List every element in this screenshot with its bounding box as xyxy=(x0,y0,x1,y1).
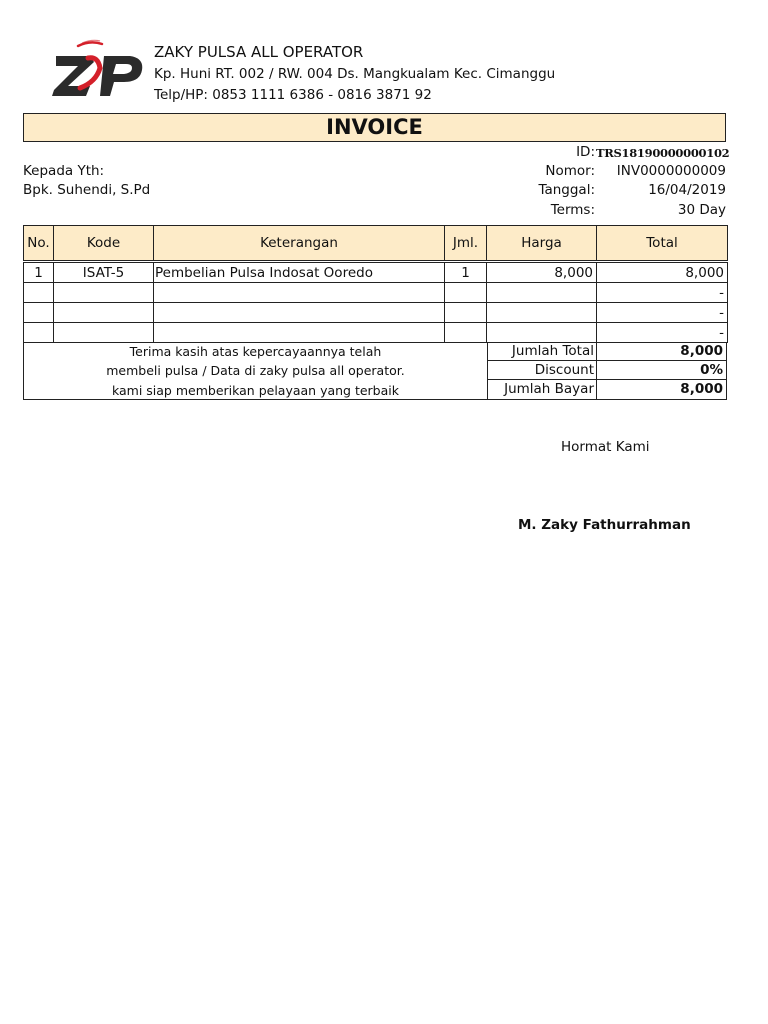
header-kode: Kode xyxy=(54,226,154,262)
thank-you-line: Terima kasih atas kepercayaannya telah xyxy=(129,344,382,359)
closing-text: Hormat Kami xyxy=(561,439,650,455)
cell-kode: ISAT-5 xyxy=(54,262,154,283)
discount-row xyxy=(487,361,727,380)
discount-label: Discount xyxy=(487,361,597,379)
payment-value: 8,000 xyxy=(680,381,723,397)
cell-kode xyxy=(54,303,154,323)
cell-keterangan xyxy=(154,303,445,323)
header-jml: Jml. xyxy=(445,226,487,262)
table-row xyxy=(24,323,728,343)
header-keterangan: Keterangan xyxy=(154,226,445,262)
cell-harga xyxy=(487,323,597,343)
header-harga: Harga xyxy=(487,226,597,262)
terms-label: Terms: xyxy=(550,202,595,218)
signatory-name: M. Zaky Fathurrahman xyxy=(518,517,691,533)
total-label: Jumlah Total xyxy=(487,342,597,360)
cell-jml xyxy=(445,283,487,303)
cell-total: - xyxy=(597,323,728,343)
cell-no xyxy=(24,303,54,323)
payment-label: Jumlah Bayar xyxy=(487,380,597,399)
thank-you-note xyxy=(24,342,487,400)
cell-kode xyxy=(54,323,154,343)
table-row xyxy=(24,262,728,283)
terms-value: 30 Day xyxy=(677,202,726,218)
company-phone: Telp/HP: 0853 1111 6386 - 0816 3871 92 xyxy=(154,87,432,103)
totals-grid xyxy=(487,342,727,399)
id-value: TRS18190000000102 xyxy=(596,146,730,160)
tanggal-label: Tanggal: xyxy=(538,182,595,198)
company-logo xyxy=(50,38,146,102)
nomor-label: Nomor: xyxy=(545,163,595,179)
payment-row xyxy=(487,380,727,399)
cell-harga: 8,000 xyxy=(487,262,597,283)
total-row xyxy=(487,342,727,361)
table-row xyxy=(24,283,728,303)
cell-total: - xyxy=(597,303,728,323)
cell-no xyxy=(24,283,54,303)
cell-keterangan xyxy=(154,323,445,343)
cell-no: 1 xyxy=(24,262,54,283)
total-value: 8,000 xyxy=(680,343,723,359)
discount-value: 0% xyxy=(700,362,723,378)
tanggal-value: 16/04/2019 xyxy=(648,182,726,198)
nomor-value: INV0000000009 xyxy=(616,163,726,179)
summary-block xyxy=(23,342,727,400)
invoice-title: INVOICE xyxy=(23,113,726,142)
cell-harga xyxy=(487,283,597,303)
cell-no xyxy=(24,323,54,343)
table-header-row xyxy=(24,226,728,262)
cell-jml xyxy=(445,303,487,323)
cell-jml xyxy=(445,323,487,343)
thank-you-line: kami siap memberikan pelayaan yang terbaik xyxy=(111,382,399,398)
header-no: No. xyxy=(24,226,54,262)
id-label: ID: xyxy=(576,144,595,160)
cell-keterangan: Pembelian Pulsa Indosat Ooredo xyxy=(154,262,445,283)
thank-you-line: membeli pulsa / Data di zaky pulsa all operator. xyxy=(106,363,405,379)
header-total: Total xyxy=(597,226,728,262)
cell-jml: 1 xyxy=(445,262,487,283)
cell-keterangan xyxy=(154,283,445,303)
table-row xyxy=(24,303,728,323)
cell-total: 8,000 xyxy=(597,262,728,283)
items-table xyxy=(23,225,728,343)
cell-harga xyxy=(487,303,597,323)
cell-kode xyxy=(54,283,154,303)
company-address: Kp. Huni RT. 002 / RW. 004 Ds. Mangkualam Kec. Cimanggu xyxy=(154,66,556,82)
recipient-label: Kepada Yth: xyxy=(23,163,105,179)
recipient-name: Bpk. Suhendi, S.Pd xyxy=(23,182,151,198)
cell-total: - xyxy=(597,283,728,303)
company-name: ZAKY PULSA ALL OPERATOR xyxy=(154,43,364,61)
